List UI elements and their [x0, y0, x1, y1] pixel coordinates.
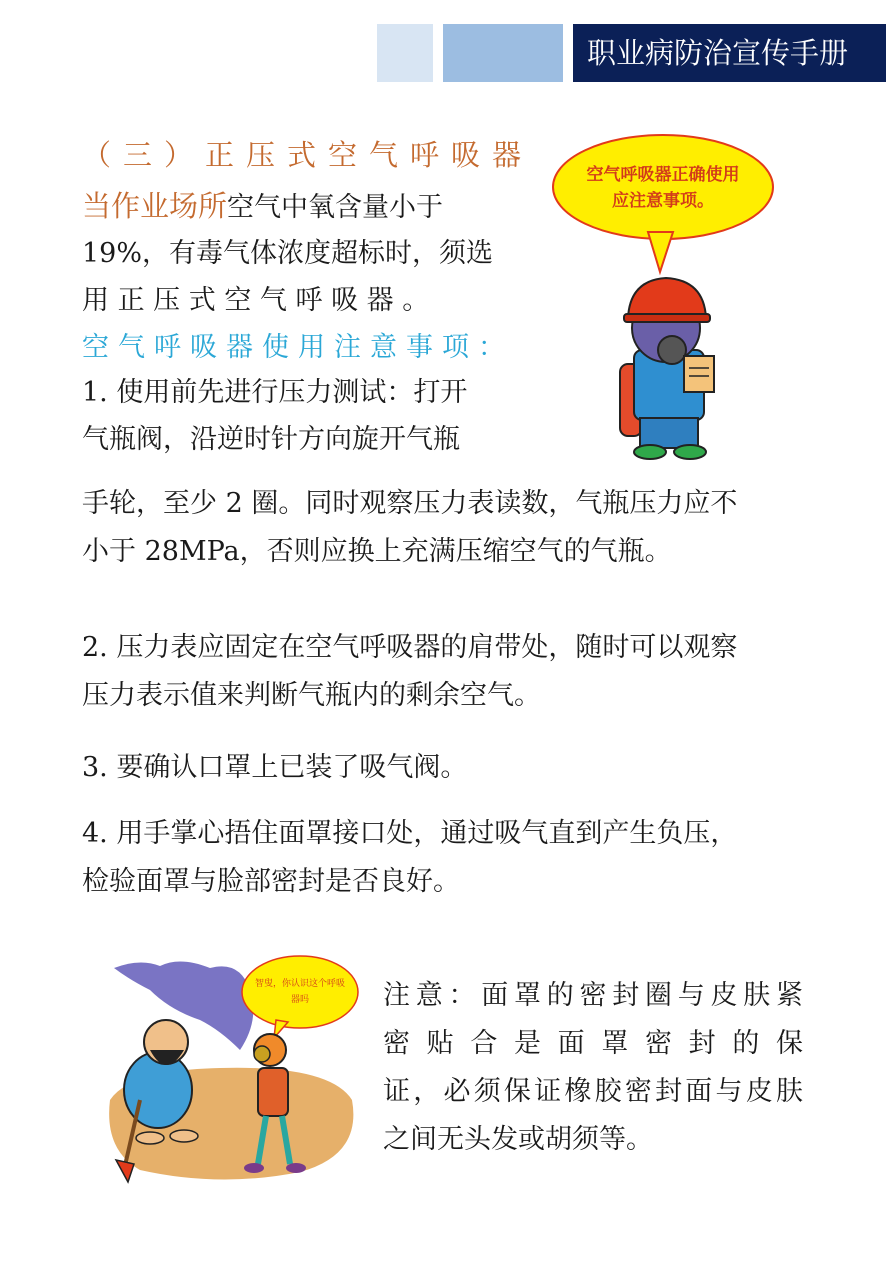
scene-speech-bubble	[242, 956, 358, 1028]
scene-bubble-text-1: 智叟，你认识这个呼吸	[254, 979, 346, 989]
notes-heading: 空气呼吸器使用注意事项：	[82, 332, 514, 363]
header-light-block	[377, 24, 433, 82]
scene-bubble-text-2: 器吗	[290, 995, 310, 1005]
intro-line-2: 19%，有毒气体浓度超标时，须选	[82, 238, 494, 269]
breathing-apparatus-worker-illustration	[548, 132, 788, 462]
speech-bubble-tail	[648, 232, 673, 272]
note-line-1	[383, 972, 803, 1020]
header-mid-block	[443, 24, 563, 82]
respirator-mask-icon	[254, 1046, 270, 1062]
intro-line-3: 用 正 压 式 空 气 呼 吸 器 。	[82, 285, 430, 316]
axe-icon	[116, 1160, 134, 1182]
item2-line-1: 2. 压力表应固定在空气呼吸器的肩带处，随时可以观察	[82, 632, 738, 663]
section-title: （三）正压式空气呼吸器	[82, 138, 534, 172]
note-line-2: 密贴合是面罩密封的保	[383, 1028, 803, 1059]
intro-rest: 空气中氧含量小于	[227, 192, 444, 223]
masked-person-body	[258, 1068, 288, 1116]
gas-mask-icon	[658, 336, 686, 364]
hard-hat-icon	[628, 278, 706, 318]
note-label: 注意：	[383, 980, 482, 1011]
note-line-1-text: 面罩的密封圈与皮肤紧	[481, 980, 803, 1011]
item4-line-2: 检验面罩与脸部密封是否良好。	[82, 866, 460, 897]
note-line-4: 之间无头发或胡须等。	[383, 1124, 653, 1155]
note-paragraph	[383, 972, 803, 1164]
smoke-scene-illustration	[100, 950, 362, 1190]
note-line-3: 证，必须保证橡胶密封面与皮肤	[383, 1076, 803, 1107]
speech-bubble	[553, 135, 773, 239]
intro-line-1	[82, 180, 443, 234]
item3: 3. 要确认口罩上已装了吸气阀。	[82, 752, 468, 783]
bubble-text-2: 应注意事项。	[612, 191, 714, 211]
item1-line-1: 1. 使用前先进行压力测试：打开	[82, 377, 468, 408]
item4-line-1: 4. 用手掌心捂住面罩接口处，通过吸气直到产生负压，	[82, 818, 738, 849]
worker-legs	[640, 418, 698, 448]
worker-boot-right	[674, 445, 706, 459]
bubble-text-1: 空气呼吸器正确使用	[586, 165, 740, 185]
page-header-title: 职业病防治宣传手册	[573, 24, 886, 82]
clipboard-icon	[684, 356, 714, 392]
hard-hat-brim	[624, 314, 710, 322]
item1-line-3: 手轮，至少 2 圈。同时观察压力表读数，气瓶压力应不	[82, 488, 738, 519]
item1-line-4: 小于 28MPa，否则应换上充满压缩空气的气瓶。	[82, 536, 672, 567]
worker-boot-left	[634, 445, 666, 459]
item1-line-2: 气瓶阀，沿逆时针方向旋开气瓶	[82, 424, 460, 455]
item2-line-2: 压力表示值来判断气瓶内的剩余空气。	[82, 680, 541, 711]
intro-lead: 当作业场所	[82, 189, 228, 223]
